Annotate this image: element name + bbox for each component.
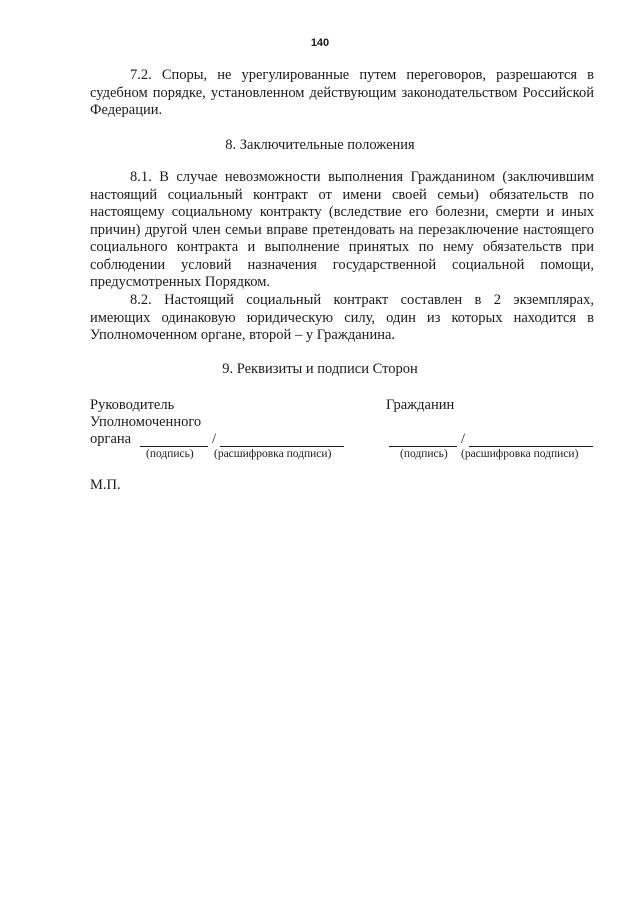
- right-party-title: Гражданин: [386, 397, 455, 413]
- paragraph-7-2: 7.2. Споры, не урегулированные путем переговоров, разрешаются в судебном порядке, установленном действующим законодательством Российской Федерации.: [90, 67, 594, 118]
- left-slash: /: [212, 431, 217, 447]
- right-decoding-line: [469, 446, 593, 447]
- left-party-line-3: органа: [90, 431, 132, 447]
- right-signature-line: [389, 446, 457, 447]
- left-decoding-line: [220, 446, 344, 447]
- section-9-heading: 9. Реквизиты и подписи Сторон: [222, 361, 418, 377]
- page-number: 140: [310, 37, 330, 49]
- paragraph-8-2: 8.2. Настоящий социальный контракт составлен в 2 экземплярах, имеющих одинаковую юридическую силу, один из которых находится в Уполномоченном органе, второй – у Гражданина.: [90, 292, 594, 343]
- stamp-label: М.П.: [90, 477, 121, 493]
- left-caption-decoding: (расшифровка подписи): [214, 448, 332, 460]
- paragraph-8-1: 8.1. В случае невозможности выполнения Гражданином (заключившим настоящий социальный контракт от имени своей семьи) обязательств по настоящему социальному контракту (вследствие его болезни, смерти и иных причин) другой член семьи вправе претендовать на перезаключение настоящего социального контракта и выполнение принятых по нему обязательств при соблюдении условий назначения государственной социальной помощи, предусмотренных Порядком.: [90, 169, 594, 290]
- right-caption-decoding: (расшифровка подписи): [461, 448, 579, 460]
- right-caption-signature: (подпись): [400, 448, 448, 460]
- left-caption-signature: (подпись): [146, 448, 194, 460]
- left-party-line-2: Уполномоченного: [90, 414, 202, 430]
- right-slash: /: [461, 431, 466, 447]
- section-8-heading: 8. Заключительные положения: [225, 137, 415, 153]
- left-party-line-1: Руководитель: [90, 397, 175, 413]
- left-signature-line: [140, 446, 208, 447]
